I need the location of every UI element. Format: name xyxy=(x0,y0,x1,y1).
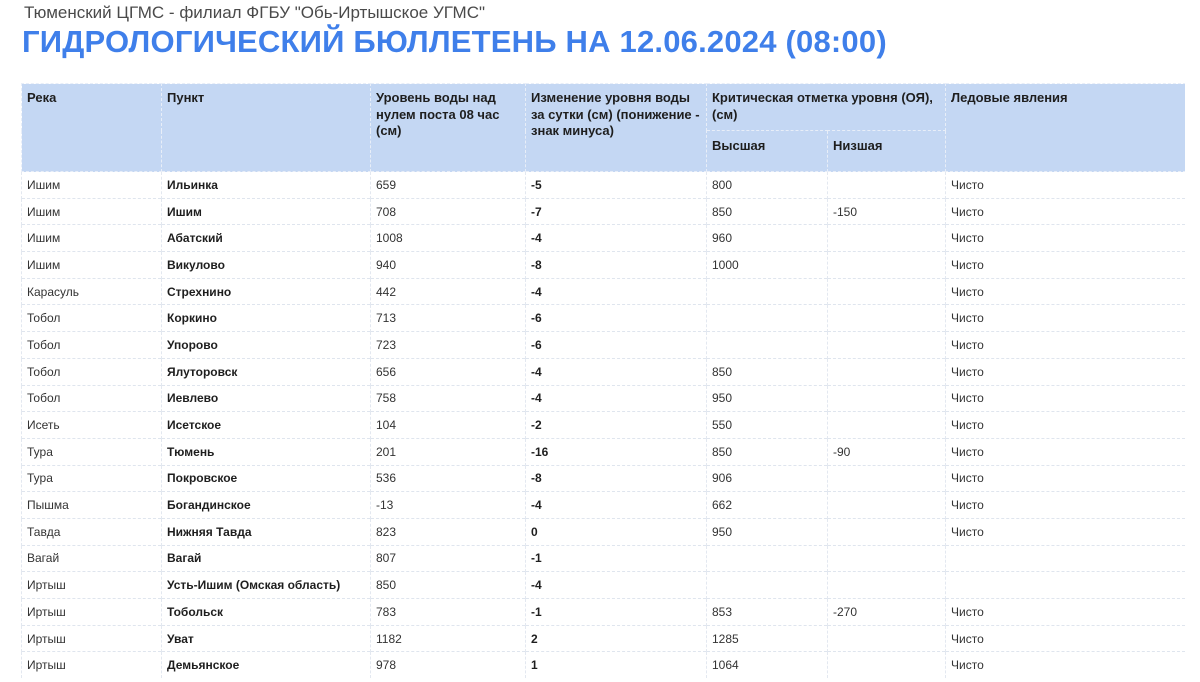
station-cell: Покровское xyxy=(162,465,371,492)
critical-high-cell: 906 xyxy=(707,465,828,492)
ice-cell: Чисто xyxy=(946,465,1186,492)
level-change-cell: -1 xyxy=(526,599,707,626)
station-cell: Ишим xyxy=(162,198,371,225)
critical-low-cell xyxy=(828,332,946,359)
table-row xyxy=(22,518,1186,545)
ice-cell: Чисто xyxy=(946,438,1186,465)
water-level-cell: 940 xyxy=(371,252,526,279)
table-row xyxy=(22,172,1186,199)
critical-low-cell xyxy=(828,278,946,305)
table-row xyxy=(22,385,1186,412)
water-level-cell: 1008 xyxy=(371,225,526,252)
critical-low-cell: -90 xyxy=(828,438,946,465)
critical-high-cell: 850 xyxy=(707,358,828,385)
critical-low-cell xyxy=(828,172,946,199)
critical-high-cell xyxy=(707,332,828,359)
water-level-cell: 807 xyxy=(371,545,526,572)
level-change-cell: -4 xyxy=(526,572,707,599)
water-level-cell: 713 xyxy=(371,305,526,332)
station-cell: Упорово xyxy=(162,332,371,359)
table-row xyxy=(22,492,1186,519)
level-change-cell: -16 xyxy=(526,438,707,465)
river-cell: Ишим xyxy=(22,198,162,225)
table-row xyxy=(22,332,1186,359)
ice-cell: Чисто xyxy=(946,385,1186,412)
table-row xyxy=(22,252,1186,279)
station-cell: Тюмень xyxy=(162,438,371,465)
river-cell: Исеть xyxy=(22,412,162,439)
bulletin-table xyxy=(21,83,1185,678)
water-level-cell: 442 xyxy=(371,278,526,305)
river-cell: Тобол xyxy=(22,305,162,332)
water-level-cell: 708 xyxy=(371,198,526,225)
water-level-cell: 783 xyxy=(371,599,526,626)
critical-high-cell: 662 xyxy=(707,492,828,519)
critical-low-cell xyxy=(828,518,946,545)
river-cell: Тобол xyxy=(22,358,162,385)
station-cell: Исетское xyxy=(162,412,371,439)
critical-high-cell: 960 xyxy=(707,225,828,252)
station-cell: Демьянское xyxy=(162,652,371,678)
level-change-cell: 0 xyxy=(526,518,707,545)
critical-high-cell: 1064 xyxy=(707,652,828,678)
critical-low-cell xyxy=(828,652,946,678)
river-cell: Тавда xyxy=(22,518,162,545)
table-row xyxy=(22,572,1186,599)
column-header-station: Пункт xyxy=(162,84,371,172)
table-row xyxy=(22,278,1186,305)
critical-high-cell xyxy=(707,278,828,305)
ice-cell: Чисто xyxy=(946,652,1186,678)
critical-high-cell: 800 xyxy=(707,172,828,199)
level-change-cell: -4 xyxy=(526,225,707,252)
station-cell: Викулово xyxy=(162,252,371,279)
station-cell: Вагай xyxy=(162,545,371,572)
ice-cell: Чисто xyxy=(946,492,1186,519)
table-row xyxy=(22,412,1186,439)
station-cell: Тобольск xyxy=(162,599,371,626)
river-cell: Иртыш xyxy=(22,652,162,678)
level-change-cell: -6 xyxy=(526,332,707,359)
column-header-water-level: Уровень воды над нулем поста 08 час (см) xyxy=(371,84,526,172)
critical-high-cell: 550 xyxy=(707,412,828,439)
river-cell: Иртыш xyxy=(22,572,162,599)
critical-low-cell: -270 xyxy=(828,599,946,626)
level-change-cell: -1 xyxy=(526,545,707,572)
critical-low-cell xyxy=(828,625,946,652)
level-change-cell: -4 xyxy=(526,278,707,305)
critical-low-cell xyxy=(828,358,946,385)
river-cell: Тобол xyxy=(22,332,162,359)
river-cell: Пышма xyxy=(22,492,162,519)
column-header-critical-level: Критическая отметка уровня (ОЯ), (см) xyxy=(707,84,946,131)
table-row xyxy=(22,358,1186,385)
critical-high-cell xyxy=(707,545,828,572)
table-row xyxy=(22,305,1186,332)
water-level-cell: -13 xyxy=(371,492,526,519)
table-row xyxy=(22,599,1186,626)
bulletin-table-container xyxy=(21,83,1185,682)
table-row xyxy=(22,652,1186,678)
table-row xyxy=(22,465,1186,492)
river-cell: Ишим xyxy=(22,252,162,279)
water-level-cell: 723 xyxy=(371,332,526,359)
water-level-cell: 1182 xyxy=(371,625,526,652)
station-cell: Ялуторовск xyxy=(162,358,371,385)
station-cell: Коркино xyxy=(162,305,371,332)
station-cell: Уват xyxy=(162,625,371,652)
critical-high-cell: 1285 xyxy=(707,625,828,652)
critical-low-cell xyxy=(828,545,946,572)
river-cell: Тура xyxy=(22,465,162,492)
river-cell: Тура xyxy=(22,438,162,465)
critical-low-cell xyxy=(828,385,946,412)
station-cell: Стрехнино xyxy=(162,278,371,305)
ice-cell: Чисто xyxy=(946,599,1186,626)
level-change-cell: -5 xyxy=(526,172,707,199)
station-cell: Усть-Ишим (Омская область) xyxy=(162,572,371,599)
level-change-cell: 2 xyxy=(526,625,707,652)
table-row xyxy=(22,225,1186,252)
critical-low-cell xyxy=(828,492,946,519)
ice-cell: Чисто xyxy=(946,252,1186,279)
critical-high-cell: 950 xyxy=(707,518,828,545)
station-cell: Богандинское xyxy=(162,492,371,519)
critical-high-cell xyxy=(707,572,828,599)
critical-low-cell xyxy=(828,412,946,439)
ice-cell: Чисто xyxy=(946,172,1186,199)
station-cell: Абатский xyxy=(162,225,371,252)
ice-cell: Чисто xyxy=(946,412,1186,439)
station-cell: Ильинка xyxy=(162,172,371,199)
level-change-cell: -4 xyxy=(526,492,707,519)
ice-cell: Чисто xyxy=(946,625,1186,652)
column-header-critical-low: Низшая xyxy=(828,131,946,172)
river-cell: Карасуль xyxy=(22,278,162,305)
river-cell: Вагай xyxy=(22,545,162,572)
level-change-cell: 1 xyxy=(526,652,707,678)
critical-high-cell: 853 xyxy=(707,599,828,626)
critical-low-cell xyxy=(828,572,946,599)
river-cell: Иртыш xyxy=(22,599,162,626)
table-row xyxy=(22,198,1186,225)
water-level-cell: 104 xyxy=(371,412,526,439)
column-header-critical-high: Высшая xyxy=(707,131,828,172)
critical-high-cell: 950 xyxy=(707,385,828,412)
level-change-cell: -4 xyxy=(526,385,707,412)
water-level-cell: 659 xyxy=(371,172,526,199)
table-row xyxy=(22,625,1186,652)
ice-cell: Чисто xyxy=(946,225,1186,252)
river-cell: Ишим xyxy=(22,172,162,199)
table-body xyxy=(22,172,1186,679)
column-header-ice: Ледовые явления xyxy=(946,84,1186,172)
water-level-cell: 823 xyxy=(371,518,526,545)
critical-low-cell xyxy=(828,305,946,332)
water-level-cell: 536 xyxy=(371,465,526,492)
critical-low-cell xyxy=(828,465,946,492)
water-level-cell: 978 xyxy=(371,652,526,678)
critical-low-cell xyxy=(828,252,946,279)
critical-high-cell: 850 xyxy=(707,198,828,225)
level-change-cell: -8 xyxy=(526,465,707,492)
table-header xyxy=(22,84,1186,172)
level-change-cell: -4 xyxy=(526,358,707,385)
page-title: ГИДРОЛОГИЧЕСКИЙ БЮЛЛЕТЕНЬ НА 12.06.2024 (08:00) xyxy=(22,24,887,59)
table-row xyxy=(22,545,1186,572)
source-subtitle: Тюменский ЦГМС - филиал ФГБУ "Обь-Иртышское УГМС" xyxy=(24,3,486,22)
ice-cell: Чисто xyxy=(946,358,1186,385)
water-level-cell: 201 xyxy=(371,438,526,465)
level-change-cell: -2 xyxy=(526,412,707,439)
station-cell: Иевлево xyxy=(162,385,371,412)
table-row xyxy=(22,438,1186,465)
water-level-cell: 850 xyxy=(371,572,526,599)
level-change-cell: -7 xyxy=(526,198,707,225)
ice-cell: Чисто xyxy=(946,332,1186,359)
water-level-cell: 758 xyxy=(371,385,526,412)
river-cell: Ишим xyxy=(22,225,162,252)
critical-high-cell: 850 xyxy=(707,438,828,465)
ice-cell: Чисто xyxy=(946,278,1186,305)
water-level-cell: 656 xyxy=(371,358,526,385)
critical-high-cell: 1000 xyxy=(707,252,828,279)
critical-high-cell xyxy=(707,305,828,332)
river-cell: Тобол xyxy=(22,385,162,412)
ice-cell: Чисто xyxy=(946,518,1186,545)
critical-low-cell: -150 xyxy=(828,198,946,225)
level-change-cell: -6 xyxy=(526,305,707,332)
ice-cell xyxy=(946,572,1186,599)
ice-cell: Чисто xyxy=(946,305,1186,332)
level-change-cell: -8 xyxy=(526,252,707,279)
river-cell: Иртыш xyxy=(22,625,162,652)
ice-cell: Чисто xyxy=(946,198,1186,225)
critical-low-cell xyxy=(828,225,946,252)
column-header-level-change: Изменение уровня воды за сутки (см) (понижение - знак минуса) xyxy=(526,84,707,172)
column-header-river: Река xyxy=(22,84,162,172)
station-cell: Нижняя Тавда xyxy=(162,518,371,545)
ice-cell xyxy=(946,545,1186,572)
